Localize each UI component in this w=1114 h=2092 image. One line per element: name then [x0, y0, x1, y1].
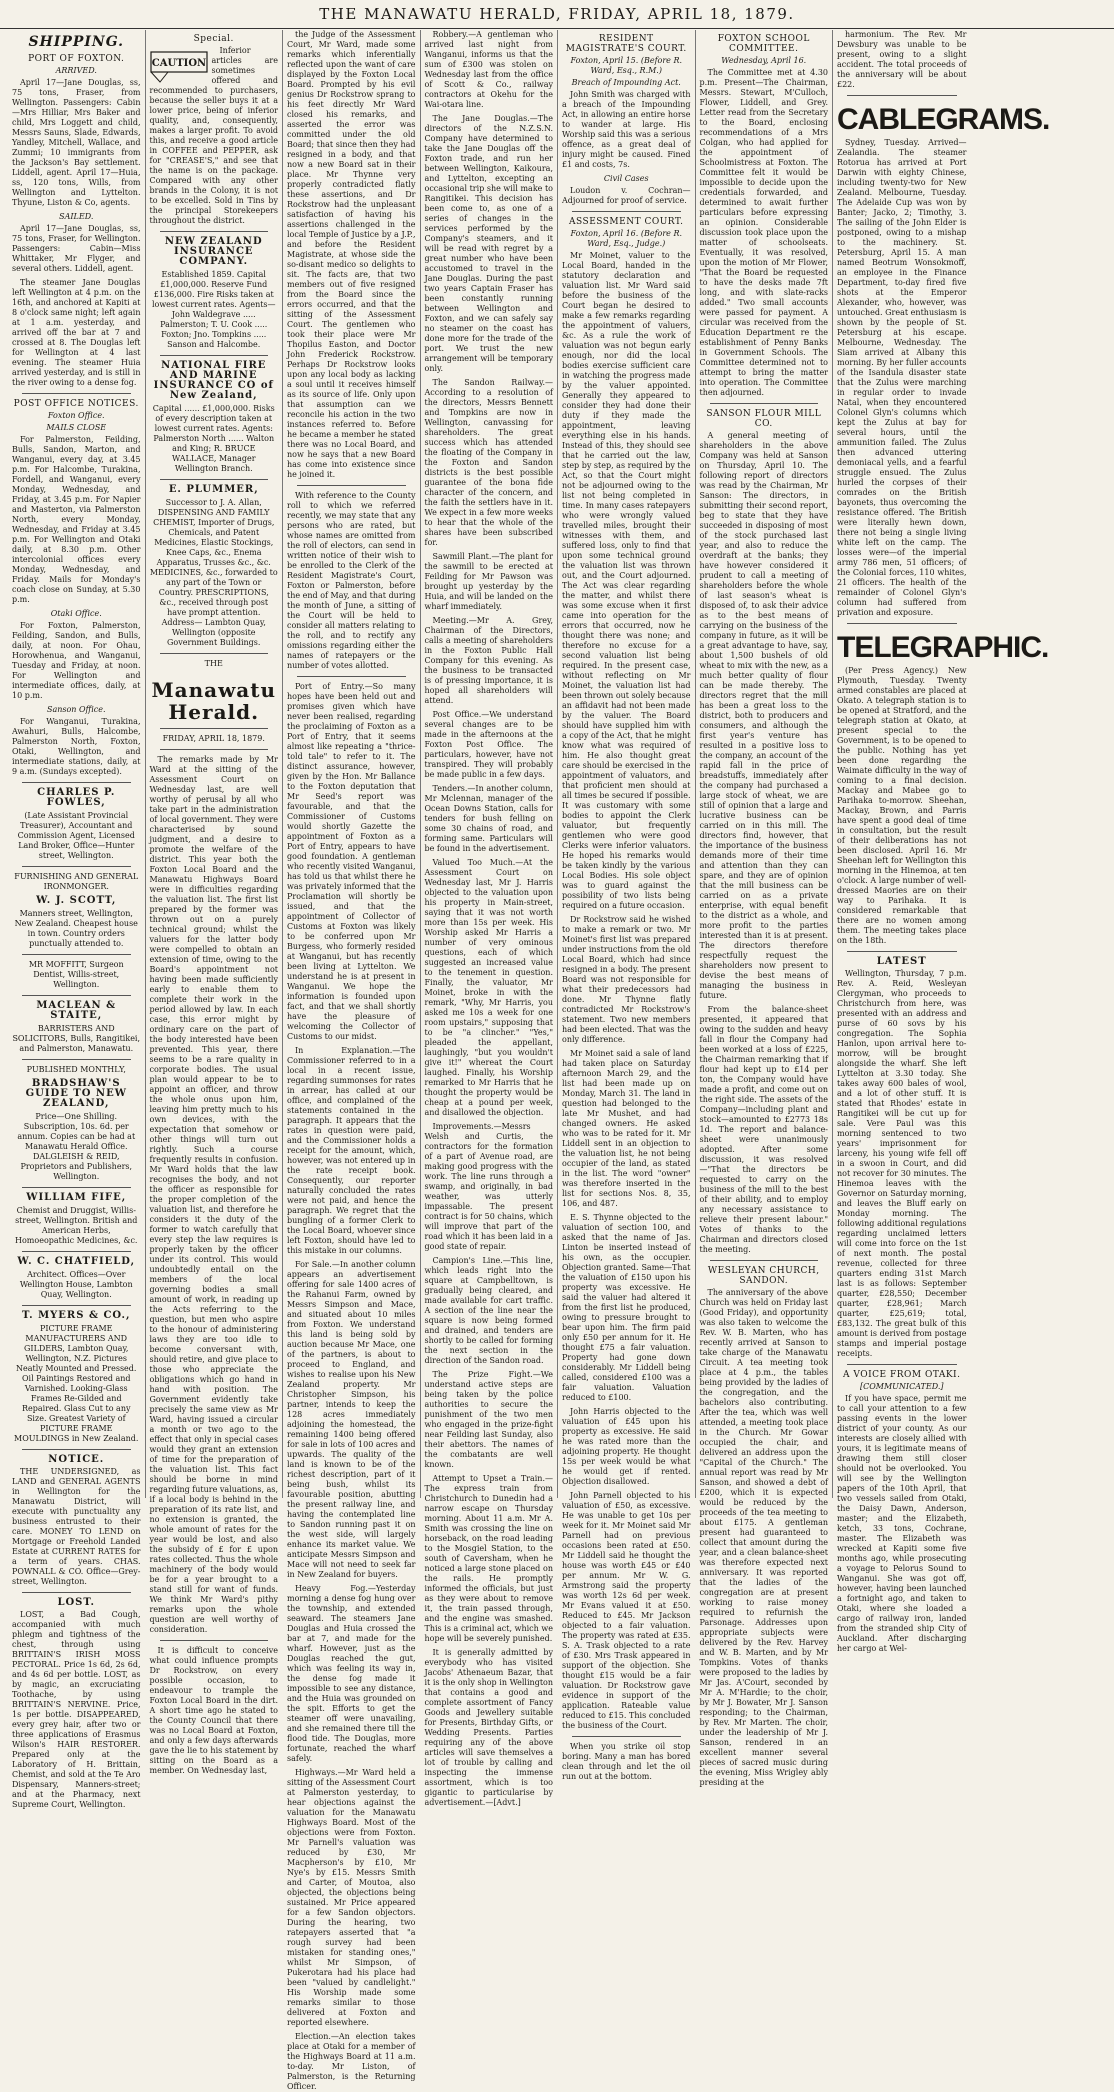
divider — [22, 1187, 131, 1188]
article-text: Tenders.—In another column, Mr Mclennan, manager of the Ocean Downs Station, calls for tenders for bush felling on some 30 chains of road, and forming same. Particulars will be found in the advertisement. — [424, 784, 553, 853]
lost-text: LOST, a Bad Cough, accompanied with much phlegm and tightness of the chest, through using BRITTAIN'S IRISH MOSS PECTORAL. Price 1s 6d, 2s 6d, and 4s 6d per bottle. LOST, as by magic, an excruciating Toothache, by using BRITTAIN'S NERVINE. Price, 1s per bottle. DISAPPEARED, every grey hair, after two or three applications of Erasmus Wilson's HAIR RESTORER. Prepared only at the Laboratory of H. Brittain, Chemist, and sold at the Te Aro Dispensary, Manners-street; and at the Pharmacy, next Supreme Court, Wellington. — [12, 1610, 141, 1809]
sanson-office-text: For Wanganui, Turakina, Awahuri, Bulls, Halcombe, Palmerston North, Foxton, Otaki, Wellington, and intermediate stations, daily, at 9 a.m. (Sundays excepted). — [12, 717, 141, 776]
article-text: Robbery.—A gentleman who arrived last night from Wanganui, informs us that the sum of £300 was stolen on Wednesday last from the office of Scott & Co., railway contractors at Okehu for the Wai-otara line. — [424, 30, 553, 109]
article-text: Highways.—Mr Ward held a sitting of the Assessment Court at Palmerston yesterday, to hear objections against the valuation for the Manawatu Highways Board. Most of the objections were from Foxton. Mr Parnell's valuation was reduced by £30, Mr Macpherson's by £10, Mr Nye's by £15. Messrs Smith and Carter, of Moutoa, also objected, the objections being sustained. Mr Price appeared for a few Sandon objectors. During the hearing, two ratepayers asserted that "a rough survey had been mistaken for standing ones," whilst Mr Simpson, of Pukerotara had his place had been "valued by candlelight." His Worship made some remarks similar to those delivered at Foxton and reported elsewhere. — [287, 1768, 416, 2027]
notice-title: NOTICE. — [48, 1454, 105, 1465]
nz-insurance-text: Established 1859. Capital £1,000,000. Reserve Fund £136,000. Fire Risks taken at lowest current rates. Agents— John Waldegrave ..... Palmerston; T. U. Cook ..... Foxton; Jno. Tompkins ..... Sanson and Halcombe. — [151, 270, 276, 349]
divider — [160, 1640, 269, 1641]
rm-court-subheading: Foxton, April 15. (Before R. Ward, Esq., R.M.) — [570, 56, 683, 75]
divider — [710, 403, 819, 404]
article-text: Valued Too Much.—At the Assessment Court on Wednesday last, Mr J. Harris objected to the valuation upon his property in Main-street, saying that it was not worth more than 15s per week. His Worship asked Mr Harris a number of very ominous questions, each of which suggested an increased value to the tenement in question. Finally, the valuator, Mr Moinet, broke in with the remark, "Why, Mr Harris, you asked me 10s a week for one room upstairs," supposing that to be "a clincher." "Yes," pleaded the appellant, laughingly, "but you wouldn't give it!" whereat the Court laughed. Finally, his Worship remarked to Mr Harris that he thought the property would be cheap at a pound per week, and disallowed the objection. — [424, 858, 553, 1117]
column-2 — [146, 30, 284, 1775]
editorial-text: The remarks made by Mr Ward at the sitting of the Assessment Court on Wednesday last, are well worthy of perusal by all who take part in the administration of local government. They were characterised by sound judgment, and a desire to promote the welfare of the district. This year both the Foxton Local Board and the Manawatu Highways Board were in difficulties regarding the valuation list. The first list prepared by the former was thrown out on a purely technical ground; whilst the valuers for the latter body were compelled to obtain an extension of time, owing to the Board's appointment not having been made sufficiently early to enable them to complete their work in the period allowed by law. In each case, this error might by ordinary care on the part of the body interested have been prevented. This year, there seems to be a rare quality in corporate bodies. The usual plan would appear to be to appoint an officer, and throw the whole onus upon him, leaving him pretty much to his own devices, with the expectation that somehow or other things will turn out rightly. Such a course frequently results in confusion. Mr Ward holds that the law recognises the body, and not the officer as responsible for the proper completion of the valuation list, and therefore he considers it the duty of the former to watch carefully that every step the law requires is properly taken by the officer under its control. This would undoubtedly entail on the members of the local governing bodies a small amount of work, in reading up the Acts referring to the question, but men who aspire to the honour of administering laws they are too idle to become conversant with, should retire, and give place to those who appreciate the obligations which go hand in hand with position. The Government evidently take precisely the same view as Mr Ward, having issued a circular a month or two ago to the effect that only in special cases would they grant an extension of time for the preparation of the valuation list. This fact should be borne in mind regarding future valuations, as, if a local body is behind in the preparation of its rate list, and no extension is granted, the whole amount of rates for the year would be lost, and also the subsidy of £ for £ upon rates collected. Thus the whole machinery of the body would be for a year brought to a stand still for want of funds. We think Mr Ward's pithy remarks upon the whole question are well worthy of consideration. — [149, 755, 278, 1634]
divider — [22, 782, 131, 783]
divider — [847, 951, 957, 952]
columns — [8, 30, 1108, 2091]
article-text: Meeting.—Mr A. Grey, Chairman of the Directors, calls a meeting of shareholders in the Foxton Public Hall Company for this evening. As the business to be transacted is of pressing importance, it is hoped all shareholders will attend. — [424, 616, 553, 705]
divider — [22, 1059, 131, 1060]
lost-title: LOST. — [57, 1597, 96, 1608]
chatfield-ad-text: Architect. Offices—Over Wellington House, Lambton Quay, Wellington. — [19, 1270, 133, 1299]
divider — [297, 676, 406, 677]
rm-court-heading: RESIDENT MAGISTRATE'S COURT. — [565, 34, 687, 54]
voice-otaki-heading: A VOICE FROM OTAKI. — [843, 1370, 961, 1380]
fife-ad-title: WILLIAM FIFE, — [26, 1192, 127, 1203]
article-text: The Jane Douglas.—The directors of the N.Z.S.N. Company have determined to take the Jane Douglas off the Foxton trade, and run her between Wellington, Kaikoura, and Lyttelton, excepting an occasional trip she will make to Rangitikei. This decision has been come to, as one of a series of changes in the services performed by the Company's steamers, and it will be read with regret by a great number who have been accustomed to travel in the Jane Douglas. During the past two years Captain Fraser has been constantly running between Wellington and Foxton, and we can safely say no steamer on the coast has done more for the trade of the port. We trust the new arrangement will be temporary only. — [424, 114, 553, 373]
caution-ad — [150, 46, 279, 226]
moffitt-ad: MR MOFFITT, Surgeon Dentist, Willis-street, Wellington. — [28, 960, 124, 989]
plummer-ad-text: Successor to J. A. Allan, DISPENSING AND FAMILY CHEMIST, Importer of Drugs, Chemicals, and Patent Medicines, Elastic Stockings, Knee Caps, &c., Enema Apparatus, Trusses &c., &c. MEDICINES, &c., forwarded to any part of the Town or Country. PRESCRIPTIONS, &c., received through post have prompt attention. Address— Lambton Quay, Wellington (opposite Government Buildings. — [149, 498, 278, 647]
bradshaw-ad-text: Price—One Shilling. Subscription, 10s. 6d. per annum. Copies can be had at Manawatu Herald Office. DALGLEISH & REID, Proprietors and Publishers, Wellington. — [17, 1112, 136, 1181]
breach-heading: Breach of Impounding Act. — [571, 78, 681, 87]
fife-ad-text: Chemist and Druggist, Willis-street, Wellington. British and American Herbs, Homoeopathic Medicines, &c. — [15, 1206, 138, 1245]
school-committee-subheading: Wednesday, April 16. — [721, 56, 807, 65]
divider — [160, 749, 269, 750]
civil-cases-heading: Civil Cases — [603, 174, 649, 183]
divider — [160, 653, 269, 654]
mails-close-label: MAILS CLOSE — [46, 423, 107, 432]
scott-ad-heading: FURNISHING AND GENERAL IRONMONGER. — [14, 872, 139, 891]
assessment-text: Mr Moinet said a sale of land had taken place on Saturday afternoon March 29, and the list had been made up on Monday, March 31. The land in question had belonged to the late Mr Mushet, and had changed owners. He asked who was to be rated for it. Mr Liddell sent in an objection to the valuation list, he not being occupier of the land, as stated in the list. The word "owner" was therefore inserted in the list for sections Nos. 8, 35, 106, and 487. — [562, 1049, 691, 1208]
article-text: With reference to the County roll to which we referred recently, we may state that any persons who are rated, but whose names are omitted from the roll of electors, can send in written notice of their wish to be enrolled to the Clerk of the Resident Magistrate's Court, Foxton or Palmerston, before the end of May, and that during the month of June, a sitting of the Court will be held to consider all matters relating to the roll, and to rectify any omissions regarding either the names of ratepayers or the number of votes allotted. — [287, 491, 416, 670]
assessment-court-subheading: Foxton, April 16. (Before R. Ward, Esq., Judge.) — [570, 229, 683, 248]
divider — [297, 485, 406, 486]
assessment-text: Dr Rockstrow said he wished to make a remark or two. Mr Moinet's first list was prepared under instructions from the old Local Board, which had since resigned in a body. The present Board was not responsible for what their predecessors had done. Mr Thynne flatly contradicted Mr Rockstrow's statement. Two new members had been elected. That was the only difference. — [562, 915, 691, 1044]
assessment-court-heading: ASSESSMENT COURT. — [569, 217, 684, 227]
divider — [160, 479, 269, 480]
article-text: It is generally admitted by everybody who has visited Jacobs' Athenaeum Bazar, that it is the only shop in Wellington that contains a good and complete assortment of Fancy Goods and Jewellery suitable for Presents, Birthday Gifts, or Wedding Presents. Parties requiring any of the above articles will save themselves a lot of trouble by calling and inspecting the immense assortment, which is too gigantic to particularise by advertisement.—[Advt.] — [424, 1648, 553, 1807]
caution-text: Inferior articles are sometimes offered and recommended to purchasers, because the seller buys it at a lower price, being of inferior quality, and, consequently, makes a larger profit. To avoid this, and receive a good article in COFFEE and PEPPER, ask for "CREASE'S," and see that the name is on the package. Compared with any other brands in the Colony, it is not to be excelled. Sold in Tins by the principal Storekeepers throughout the district. — [149, 46, 278, 225]
paper-title: Manawatu Herald. — [151, 678, 277, 724]
divider — [572, 211, 681, 212]
shipping-heading: SHIPPING. — [28, 34, 125, 50]
article-text: Port of Entry.—So many hopes have been held out and promises given which have never been realised, regarding the proclaiming of Foxton as a Port of Entry, that it seems almost like repeating a "thrice-told tale" to refer to it. The distinct assurance, however, given by the Hon. Mr Ballance to the Foxton deputation that Mr Seed's report was favourable, and that the Commissioner of Customs would shortly Gazette the appointment of Foxton as a Port of Entry, appears to have good foundation. A gentleman who recently visited Wanganui, has told us that whilst there he was privately informed that the Proclamation will shortly be issued, and that the appointment of Collector of Customs at Foxton was likely to be conferred upon Mr Burgess, who formerly resided at Wanganui, but has recently been living at Lyttelton. We understand he is at present in Wanganui. We hope the information is founded upon fact, and that we shall shortly have the pleasure of welcoming the Collector of Customs to our midst. — [287, 682, 416, 1041]
maclean-ad-title: MACLEAN & STAITE, — [36, 1000, 117, 1021]
assessment-text: John Harris objected to the valuation of £45 upon his property as excessive. He said he was rated more than the adjoining property. He thought 15s per week would be what he would get if rented. Objection disallowed. — [562, 1407, 691, 1486]
breach-text: John Smith was charged with a breach of the Impounding Act, in allowing an entire horse to wander at large. His Worship said this was a serious offence, as a great deal of injury might be caused. Fined £1 and costs, 7s. — [562, 90, 691, 169]
post-office-text: For Palmerston, Feilding, Bulls, Sandon, Marton, and Wanganui, every day, at 3.45 p.m. For Halcombe, Turakina, Fordell, and Wanganui, every Monday, Wednesday, and Friday, at 3.45 p.m. For Napier and Masterton, via Palmerston North, every Monday, Wednesday, and Friday at 3.45 p.m. For Wellington and Otaki daily, at 8.30 p.m. Other intercolonial offices every Monday, Wednesday, and Friday. Mails for Monday's coach close on Sunday, at 5.30 p.m. — [12, 435, 141, 604]
telegraphic-text: (Per Press Agency.) New Plymouth, Tuesday. Twenty armed constables are placed at Okato. A telegraph station is to be opened at Stratford, and the telegraph station at Okato, at present special to the Government, is to be opened to the public. Nothing has yet been done regarding the Waimate difficulty in the way of coming to a final decision. Mackay and Mabee go to Parihaka to-morrow. Sheehan, Mackay, Brown, and Parris have spent a good deal of time in consultation, but the result of their deliberations has not been disclosed. April 16. Mr Sheehan left for Wellington this morning in the Hinemoa, at ten o'clock. A large number of well-dressed Maories are on their way to Parihaka. It is considered remarkable that there are no women among them. The meeting takes place on the 18th. — [837, 666, 967, 945]
fowles-ad-text: (Late Assistant Provincial Treasurer), Accountant and Commission Agent, Licensed Land Broker, Office—Hunter street, Wellington. — [17, 811, 135, 860]
communicated-label: [COMMUNICATED.] — [859, 1382, 944, 1391]
masthead: THE MANAWATU HERALD, FRIDAY, APRIL 18, 1879. — [0, 0, 1114, 29]
divider — [847, 1364, 957, 1365]
editorial-text-2: It is difficult to conceive what could influence prompts Dr Rockstrow, on every possible occasion, to endeavour to trample the Foxton Local Board in the dirt. A short time ago he stated to the County Council that there was no Local Board at Foxton, and only a few days afterwards gave the lie to his statement by sitting on the Board as a member. On Wednesday last, — [149, 1646, 278, 1775]
article-text: The Sandon Railway.—According to a resolution of the directors, Messrs Bennett and Tompkins are now in Wellington, canvassing for shareholders. The great success which has attended the floating of the Company in the Foxton and Sandon districts is the best possible guarantee of the bona fide character of the concern, and the faith the settlers have in it. We expect in a few more weeks to hear that the whole of the shares have been subscribed for. — [424, 378, 553, 547]
fowles-ad-title: CHARLES P. FOWLES, — [37, 787, 116, 808]
foxton-office-heading: Foxton Office. — [47, 411, 105, 420]
article-text: The Prize Fight.—We understand active steps are being taken by the police authorities to secure the punishment of the two men who engaged in the prize-fight near Feilding last Sunday, also their abettors. The names of the combatants are well known. — [424, 1370, 553, 1469]
article-text: the Judge of the Assessment Court, Mr Ward, made some remarks which inferentially reflected upon the want of care displayed by the Foxton Local Board. Prompted by his evil genius Dr Rockstrow sprang to his feet directly Mr Ward closed his remarks, and asserted the error was committed under the old Board; that since then they had resigned in a body, and that now a new Board sat in their place. Mr Thynne very properly contradicted flatly these assertions, and Dr Rockstrow had the unpleasant satisfaction of having his assertions challenged in the local Temple of Justice by a J.P., and before the Resident Magistrate, at whose side the so-disant medico so delights to sit. The facts are, that two members out of five resigned from the Board since the errors occurred, and that the sitting of the Assessment Court. The gentlemen who took their place were Mr Thopilus Easton, and Doctor John Frederick Rockstrow. Perhaps Dr Rockstrow looks upon any local body as lacking a soul until it receives himself as its source of life. Only upon that assumption can we reconcile his action in the two instances referred to. Before he became a member he stated there was no Local Board, and now he says that a new Board has come into existence since he joined it. — [287, 30, 416, 479]
article-text: Attempt to Upset a Train.—The express train from Christchurch to Dunedin had a narrow escape on Thursday morning. About 11 a.m. Mr A. Smith was crossing the line on horseback, on the road leading to the Mosgiel Station, to the south of Caversham, when he noticed a large stone placed on the rails. He promptly informed the officials, but just as they were about to remove it, the train passed through, and the engine was smashed. This is a criminal act, which we hope will be severely punished. — [424, 1474, 553, 1643]
caution-word: CAUTION — [151, 58, 206, 69]
divider — [572, 1736, 681, 1737]
article-text: For Sale.—In another column appears an advertisement offering for sale 1400 acres of the Rahanui Farm, owned by Messrs Simpson and Mace, and situated about 10 miles from Foxton. We understand this land is being sold by auction because Mr Mace, one of the partners, is about to proceed to England, and wishes to realise upon his New Zealand property. Mr Christopher Simpson, his partner, intends to keep the 128 acres immediately adjoining the homestead, the remaining 1400 being offered for sale in lots of 100 acres and upwards. The quality of the land is known to be of the richest description, part of it being bush, whilst its favourable position, abutting the present railway line, and having the contemplated line to Sandon running past it on the west side, will largely enhance its market value. We anticipate Messrs Simpson and Mace will not need to seek far in New Zealand for buyers. — [287, 1260, 416, 1579]
divider — [22, 1305, 131, 1306]
national-fire-title: NATIONAL FIRE AND MARINE INSURANCE CO of New Zealand, — [153, 360, 274, 401]
wesleyan-heading: WESLEYAN CHURCH, SANDON. — [707, 1266, 820, 1286]
the-label: THE — [204, 659, 223, 668]
column-4 — [421, 30, 559, 1807]
voice-otaki-text: If you have space, permit me to call your attention to a few passing events in the lower district of your county. As our interests are closely allied with yours, it is legitimate means of drawing them still closer should not be overlooked. You will see by the Wellington papers of the 10th April, that two vessels sailed from Otaki, the Daisy Dawn, Anderson, master; and the Elizabeth, ketch, 33 tons, Cochrane, master. The Elizabeth was wrecked at Kapiti some five months ago, while prosecuting a voyage to Pelorus Sound to Wanganui. She was got off, however, having been launched a fortnight ago, and taken to Otaki, where she loaded a cargo of railway iron, landed from the stranded ship City of Auckland. After discharging her cargo at Wel- — [837, 1394, 967, 1653]
column-3 — [283, 30, 421, 2091]
column-5 — [558, 30, 696, 1781]
divider — [847, 623, 957, 624]
chatfield-ad-title: W. C. CHATFIELD, — [17, 1256, 136, 1267]
sanson-office-heading: Sanson Office. — [46, 705, 106, 714]
national-fire-text: Capital ...... £1,000,000. Risks of every description taken at lowest current rates. Agents: Palmerston North ...... Walton and King; R. BRUCE WALLACE, Manager Wellington Branch. — [152, 404, 275, 473]
civil-cases-text: Loudon v. Cochran—Adjourned for proof of service. — [562, 186, 691, 205]
column-7 — [833, 30, 1050, 1653]
telegraphic-heading: TELEGRAPHIC. — [837, 631, 1049, 664]
nz-insurance-title: NEW ZEALAND INSURANCE COMPANY. — [164, 236, 263, 267]
divider — [160, 231, 269, 232]
cablegrams-text: Sydney, Tuesday. Arrived—Zealandia. The steamer Rotorua has arrived at Port Darwin with eighty Chinese, including twenty-two for New Zealand. Melbourne, Tuesday. The Adelaide Cup was won by Banter; Jacko, 2; Timothy, 3. The sailing of the John Elder is postponed, owing to a mishap to the machinery. St. Petersburg, April 15. A man named Beotrum Wonsokmoff, an employee in the Finance Department, to-day fired five shots at the Emperor Alexander, who, however, was untouched. Great enthusiasm is shown by the people of St. Petersburg at his escape. Melbourne, Wednesday. The Siam arrived at Albany this morning. By her fuller accounts of the Isandula disaster state that the Zulus were marching in regular order to invade Natal, when they encountered Colonel Glyn's columns which kept the Zulus at bay for several hours, until the ammunition failed. The Zulus then advanced uttering demoniacal yells, and a fearful struggle ensued. The Zulus hurled the corpses of their comrades on the British bayonets, thus overcoming the resistance offered. The British were literally hewn down, there not being a single living white left on the camp. The losses were—of the imperial army 786 men, 51 officers; of the Colonial forces, 110 whites, 21 officers. The health of the remainder of Colonel Glyn's column had suffered from privation and exposure. — [837, 138, 967, 617]
divider — [22, 393, 131, 394]
maclean-ad-text: BARRISTERS AND SOLICITORS, Bulls, Rangitikei, and Palmerston, Manawatu. — [12, 1024, 141, 1053]
arrived-heading: ARRIVED. — [55, 66, 97, 75]
sailed-text: April 17—Jane Douglas, ss, 75 tons, Fraser, for Wellington. Passengers: Cabin—Miss Whittaker, Mr Flyger, and several others. Liddell, agent. — [12, 224, 141, 273]
scott-ad-title: W. J. SCOTT, — [36, 895, 117, 906]
sailed-heading: SAILED. — [59, 212, 94, 221]
sailed-text-2: The steamer Jane Douglas left Wellington at 4 p.m. on the 16th, and anchored at Kapiti at 8 o'clock same night; left again at 1 a.m. yesterday, and arrived off the bar at 7 and crossed at 8. The Douglas left for Wellington at 4 last evening. The steamer Huia arrived yesterday, and is still in the river owing to a dense fog. — [12, 278, 141, 387]
assessment-text: E. S. Thynne objected to the valuation of section 100, and asked that the name of Jas. Linton be inserted instead of his own, as the occupier. Objection granted. Same—That the valuation of £150 upon his property was excessive. He said the valuer had altered it from the first list he produced, owing to pressure brought to bear upon him. The firm paid only £50 per annum for it. He thought £75 a fair valuation. Property had gone down considerably. Mr Liddell being called, considered £100 was a fair valuation. Valuation reduced to £100. — [562, 1213, 691, 1402]
post-office-heading: POST OFFICE NOTICES. — [13, 399, 139, 409]
divider — [22, 995, 131, 996]
divider — [22, 1449, 131, 1450]
divider — [22, 954, 131, 955]
article-text: Sawmill Plant.—The plant for the sawmill to be erected at Feilding for Mr Pawson was brought up yesterday by the Huia, and will be landed on the wharf immediately. — [424, 552, 553, 611]
latest-text: Wellington, Thursday, 7 p.m. Rev. A. Reid, Wesleyan Clergyman, who proceeds to Christchurch from here, was presented with an address and purse of 60 sovs by his congregation. The Sophia Hanlon, upon arrival here to-morrow, will be brought alongside the wharf. She left Lyttelton at 3.30 today. She takes away 600 bales of wool, and a lot of other stuff. It is stated that Rhodes' estate in Rangitikei will be cut up for sale. Vere Paul was this morning sentenced to two years' imprisonment for larceny, his young wife fell off in a swoon in Court, and did not recover for 30 minutes. The Hinemoa leaves with the Governor on Saturday morning, and leaves the Bluff early on Monday morning. The following additional regulations regarding unclaimed letters will come into force on the 1st of next month. The postal revenue, collected for three quarters ending 31st March last is as follows: September quarter, £28,550; December quarter, £28,961; March quarter, £25,619; total, £83,132. The great bulk of this amount is derived from postage stamps and imperial postage receipts. — [837, 969, 967, 1358]
caution-banner-icon — [150, 46, 208, 84]
sanson-mill-heading: SANSON FLOUR MILL CO. — [706, 409, 822, 429]
bradshaw-ad-heading: PUBLISHED MONTHLY, — [26, 1065, 126, 1074]
port-heading: PORT OF FOXTON. — [28, 54, 125, 64]
article-text: Post Office.—We understand several changes are to be made in the afternoons at the Foxton Post Office. The particulars, however, have not transpired. They will probably be made public in a few days. — [424, 710, 553, 779]
column-6 — [696, 30, 834, 1787]
scott-ad-text: Manners street, Wellington, New Zealand. Cheapest house in town. Country orders punctually attended to. — [14, 909, 138, 948]
divider — [22, 866, 131, 867]
closing-text: When you strike oil stop boring. Many a man has bored clean through and let the oil run out at the bottom. — [562, 1742, 691, 1781]
bradshaw-ad-title: BRADSHAW'S GUIDE TO NEW ZEALAND, — [25, 1078, 127, 1109]
issue-date: FRIDAY, APRIL 18, 1879. — [162, 734, 265, 743]
school-committee-text: The Committee met at 4.30 p.m. Present—The Chairman, Messrs. Stewart, M'Culloch, Flower, Liddell, and Grey. Letter read from the Secretary to the Board, enclosing recommendations of a Mrs Colgan, who had applied for the appointment of Schoolmistress at Foxton. The Committee felt it would be impossible to decide upon the credentials forwarded, and determined to await further particulars before expressing an opinion. Considerable discussion took place upon the matter of schoolseats. Eventually, it was resolved, upon the motion of Mr Flower, "That the Board be requested to have the desks made 7ft long, and with slate-racks added." Two small accounts were passed for payment. A circular was received from the Education Department re the establishment of Penny Banks in Government Schools. The Committee determined not to attempt to bring the matter into operation. The Committee then adjourned. — [699, 68, 828, 397]
divider — [160, 355, 269, 356]
plummer-ad-title: E. PLUMMER, — [168, 484, 259, 495]
divider — [22, 1592, 131, 1593]
article-text: Election.—An election takes place at Otaki for a member of the Highways Board at 11 a.m. to-day. Mr Liston, of Palmerston, is the Returning Officer. — [287, 2032, 416, 2091]
continued-text: harmonium. The Rev. Mr Dewsbury was unable to be present, owing to a slight accident. The total proceeds of the anniversary will be about £22. — [837, 30, 967, 89]
notice-text: THE UNDERSIGNED, as LAND and GENERAL AGENTS in Wellington for the Manawatu District, will execute with punctuality any business entrusted to their care. MONEY TO LEND on Mortgage or Freehold Landed Estate at CURRENT RATES for a term of years. CHAS. POWNALL & CO. Office—Grey-street, Wellington. — [12, 1467, 141, 1586]
school-committee-heading: FOXTON SCHOOL COMMITTEE. — [717, 34, 810, 54]
article-text: Campion's Line.—This line, which leads right into the square at Campbelltown, is gradually being cleared, and made available for cart traffic. A section of the line near the square is now being formed and drained, and tenders are shortly to be called for forming the next section in the direction of the Sandon road. — [424, 1256, 553, 1365]
article-text: Improvements.—Messrs Welsh and Curtis, the contractors for the formation of a part of Avenue road, are making good progress with the work. The line runs through a swamp, and originally, in bad weather, was utterly impassable. The present contract is for 50 chains, which will improve that part of the road which it has been laid in a good state of repair. — [424, 1122, 553, 1251]
special-heading: Special. — [193, 34, 234, 44]
wesleyan-text: The anniversary of the above Church was held on Friday last (Good Friday), and opportunity was also taken to welcome the Rev. W. B. Marten, who has recently arrived at Sanson to take charge of the Manawatu Circuit. A tea meeting took place at 4 p.m., the tables being provided by the ladies of the congregation, and the bachelors also contributing. After the tea, which was well attended, a meeting took place in the Church. Mr Gowar occupied the chair, and delivered an address upon the "Capital of the Church." The annual report was read by Mr Sanson, and showed a debt of £200, which it is expected would be reduced by the proceeds of the tea meeting to about £175. A gentleman present had guaranteed to collect that amount during the year, and a clean balance-sheet was therefore expected next anniversary. It was reported that the ladies of the congregation are at present working to raise money required to refurnish the Parsonage. Addresses upon appropriate subjects were delivered by the Rev. Harvey and W. B. Marten, and by Mr Tompkins. Votes of thanks were proposed to the ladies by Mr Jas. A'Court, seconded by Mr A. M'Hardie; to the choir, by Mr J. Bowater, Mr J. Sanson responding; to the Chairman, by Rev. Mr Marten. The choir, under the leadership of Mr J. Sanson, rendered in an excellent manner several pieces of sacred music during the evening, Miss Wrigley ably presiding at the — [699, 1288, 828, 1787]
divider — [847, 95, 957, 96]
divider — [710, 1260, 819, 1261]
myers-ad-title: T. MYERS & CO., — [21, 1310, 131, 1321]
otaki-office-heading: Otaki Office. — [50, 609, 102, 618]
divider — [160, 728, 269, 729]
article-text: Heavy Fog.—Yesterday morning a dense fog hung over the township, and extended seaward. The steamers Jane Douglas and Huia crossed the bar at 7, and made for the wharf. However, just as the Douglas reached the gut, which was feeling its way in, the dense fog made it impossible to see any distance, and the Huia was grounded on the spit. Efforts to get the steamer off were unavailing, and she remained there till the flood tide. The Douglas, more fortunate, reached the wharf safely. — [287, 1584, 416, 1763]
latest-heading: LATEST — [876, 956, 927, 967]
myers-ad-text: PICTURE FRAME MANUFACTURERS AND GILDERS, Lambton Quay, Wellington, N.Z. Pictures Neatly Mounted and Pressed. Oil Paintings Restored and Varnished. Looking-Glass Frames Re-Gilded and Repaired. Glass Cut to any Size. Greatest Variety of PICTURE FRAME MOULDINGS in New Zealand. — [14, 1324, 139, 1443]
sanson-mill-text-2: From the balance-sheet presented, it appeared that owing to the sudden and heavy fall in flour the Company had been worked at a loss of £225, the Chairman remarking that if flour had kept up to £14 per ton, the Company would have made a profit, and come out on the right side. The assets of the Company—including plant and stock—amounted to £2773 18s 1d. The report and balance-sheet were unanimously adopted. After some discussion, it was resolved—"That the directors be requested to carry on the business of the mill to the best of their ability, and to employ any necessary assistance to relieve their present labour." Votes of thanks to the Chairman and directors closed the meeting. — [699, 1005, 828, 1254]
assessment-text: John Parnell objected to his valuation of £50, as excessive. He was unable to get 10s per week for it. Mr Moinet said Mr Parnell had on previous occasions been rated at £50. Mr Liddell said he thought the house was worth £45 or £40 per annum. Mr W. G. Armstrong said the property was worth 12s 6d per week. Mr Evans valued it at £50. Reduced to £45. Mr Jackson objected to a fair valuation. The property was rated at £35. S. A. Trask objected to a rate of £30. Mrs Trask appeared in support of the objection. She thought £15 would be a fair valuation. Dr Rockstrow gave evidence in support of the application. Rateable value reduced to £15. This concluded the business of the Court. — [562, 1491, 691, 1730]
otaki-office-text: For Foxton, Palmerston, Feilding, Sandon, and Bulls, daily, at noon. For Ohau, Horowhenua, and Wanganui, Tuesday and Friday, at noon. For Wellington and intermediate offices, daily, at 10 p.m. — [12, 621, 141, 700]
divider — [22, 1251, 131, 1252]
column-1 — [8, 30, 146, 1809]
article-text: In Explanation.—The Commissioner referred to in a local in a recent issue, regarding summonses for rates in arrear, has called at our office, and complained of the statements contained in the paragraph. It appears that the rates in question were paid, and the Commissioner holds a receipt for the amount, which, however, was not entered up in the rate receipt book. Consequently, our reporter naturally concluded the rates were not paid, and hence the paragraph. We regret that the bungling of a former Clerk to the Local Board, whoever since left Foxton, should have led to this mistake in our columns. — [287, 1046, 416, 1255]
assessment-text: Mr Moinet, valuer to the Local Board, handed in the statutory declaration and valuation list. Mr Ward said before the business of the Court began he desired to make a few remarks regarding the appointment of valuers, &c. As a rule the work of valuation was not begun early enough, nor did the local bodies exercise sufficient care in watching the progress made by the valuer appointed. Generally they appeared to consider they had done their duty if they made the appointment, leaving everything else in his hands. Instead of this, they should see that he carried out the law, step by step, as required by the Act, so that the Court might not be adjourned owing to the list not being completed in time. In many cases ratepayers who were wrongly valued travelled miles, brought their witnesses with them, and suffered loss, only to find that upon some technical ground the valuation list was thrown out, and the Court adjourned. The Act was clear regarding the matter, and whilst there was some excuse when it first came into operation for the errors that occurred, now he thought there was none; and therefore no excuse for a second valuation list being required. In the present case, without reflecting on Mr Moinet, the valuation list had been thrown out solely because an affidavit had not been made by the valuer. The Board should have supplied him with a copy of the Act, that he might know what was required of him. He also thought great care should be exercised in the appointment of valuators, and that proficient men should at all times be secured if possible. It was customary with some bodies to appoint the Clerk valuator, but frequently gentlemen who were good Clerks were inferior valuators. He hoped his remarks would be taken kindly by the various Local Bodies. His sole object was to guard against the possibility of two lists being required on a future occasion. — [562, 251, 691, 910]
arrived-text: April 17—Jane Douglas, ss, 75 tons, Fraser, from Wellington. Passengers: Cabin—Mrs Hilliar, Mrs Baker and child, Mrs Loggett and child, Messrs Sauns, Slade, Edwards, Yandley, Mitchell, Wallace, and Zummi; 10 immigrants from the Jackson's Bay settlement. Liddell, agent. April 17—Huia, ss, 120 tons, Wills, from Wellington and Lyttelton. Thyune, Liston & Co, agents. — [12, 78, 141, 207]
sanson-mill-text: A general meeting of shareholders in the above Company was held at Sanson on Thursday, April 10. The following report of directors was read by the Chairman, Mr Sanson: The directors, in submitting their second report, beg to state that they have succeeded in disposing of most of the stock purchased last year, and also to reduce the overdraft at the banks; they have however considered it prudent to call a meeting of shareholders before the whole of last season's wheat is disposed of, to ask their advice as to the best means of carrying on the business of the company in future, as it will be a great advantage to have, say, about 1,500 bushels of old wheat to mix with the new, as a much better quality of flour can be made thereby. The directors regret that the mill has been a great loss to the district, both to producers and consumers, and although the first year's venture has resulted in a positive loss to the company, an account of the rapid fall in the price of breadstuffs, immediately after the company had purchased a large stock of wheat, we are still of opinion that a large and lucrative business can be carried on in this mill. The directors find, however, that the importance of the business demands more of their time and attention than they can spare, and they are of opinion that the mill business can be carried on as a private enterprise, with equal benefit to the district as a whole, and more profit to the parties interested than it is at present. The directors therefore respectfully request the shareholders now present to devise the best means of managing the business in future. — [699, 431, 828, 1000]
cablegrams-heading: CABLEGRAMS. — [837, 103, 1050, 136]
